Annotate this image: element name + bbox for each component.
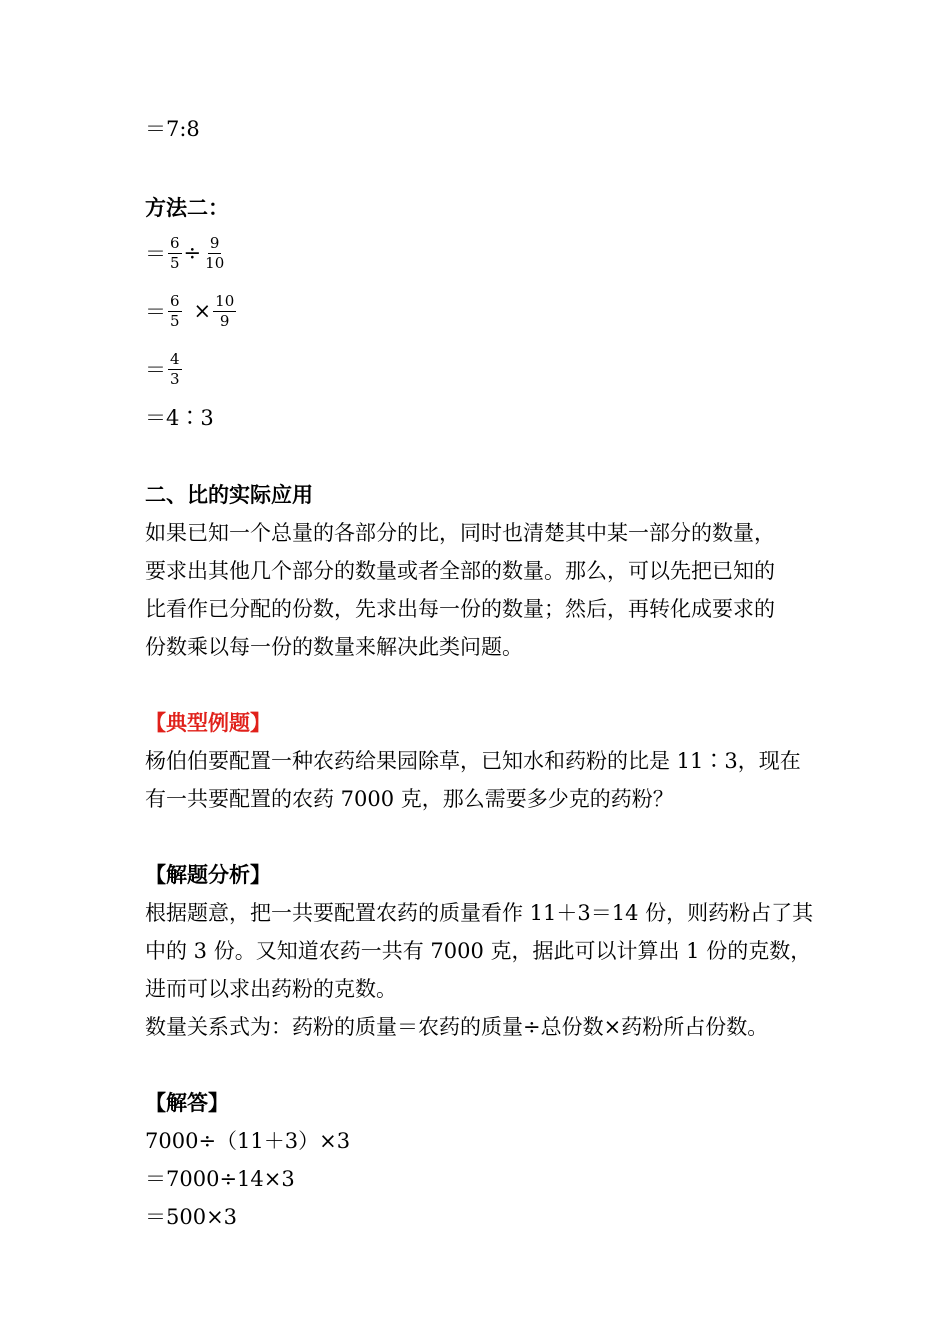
paragraph-line: 根据题意，把一共要配置农药的质量看作 11＋3＝14 份，则药粉占了其 — [145, 901, 814, 925]
section-title: 二、比的实际应用 — [145, 482, 313, 507]
numerator: 9 — [209, 233, 220, 252]
answer-line: 7000÷（11＋3）×3 — [145, 1129, 351, 1153]
paragraph-line: 比看作已分配的份数，先求出每一份的数量；然后，再转化成要求的 — [145, 597, 775, 621]
math-step-1 — [145, 228, 228, 278]
section-paragraph — [145, 514, 845, 666]
equals-sign: ＝ — [145, 358, 166, 382]
paragraph-line: 份数乘以每一份的数量来解决此类问题。 — [145, 635, 523, 659]
divide-sign: ÷ — [183, 241, 202, 265]
fraction-6-5 — [168, 292, 182, 331]
math-step-3 — [145, 344, 184, 394]
denominator: 3 — [170, 369, 180, 388]
answer-steps — [145, 1122, 845, 1236]
fraction-10-9 — [213, 292, 236, 331]
ratio-result: ＝7:8 — [145, 117, 200, 141]
paragraph-line: 杨伯伯要配置一种农药给果园除草，已知水和药粉的比是 11∶3，现在 — [145, 749, 801, 773]
denominator: 9 — [219, 311, 230, 330]
fraction-6-5 — [168, 234, 182, 273]
example-paragraph — [145, 742, 845, 818]
method-two-title: 方法二： — [145, 195, 229, 220]
paragraph-line: 有一共要配置的农药 7000 克，那么需要多少克的药粉？ — [145, 787, 674, 811]
denominator: 10 — [205, 253, 225, 272]
paragraph-line: 要求出其他几个部分的数量或者全部的数量。那么，可以先把已知的 — [145, 559, 775, 583]
fraction-4-3 — [168, 350, 182, 389]
paragraph-line: 数量关系式为：药粉的质量＝农药的质量÷总份数×药粉所占份数。 — [145, 1015, 769, 1039]
denominator: 5 — [170, 311, 180, 330]
example-title: 【典型例题】 — [145, 710, 271, 735]
denominator: 5 — [170, 253, 180, 272]
paragraph-line: 进而可以求出药粉的克数。 — [145, 977, 397, 1001]
fraction-9-10 — [203, 234, 226, 273]
equals-sign: ＝ — [145, 300, 166, 324]
final-ratio: ＝4∶3 — [145, 406, 214, 430]
numerator: 6 — [170, 233, 180, 252]
times-sign: × — [193, 299, 212, 323]
equals-sign: ＝ — [145, 242, 166, 266]
analysis-title: 【解题分析】 — [145, 862, 271, 887]
answer-line: ＝500×3 — [145, 1205, 238, 1229]
paragraph-line: 如果已知一个总量的各部分的比，同时也清楚其中某一部分的数量， — [145, 521, 775, 545]
numerator: 6 — [170, 291, 180, 310]
numerator: 4 — [170, 349, 180, 368]
numerator: 10 — [215, 291, 235, 310]
answer-line: ＝7000÷14×3 — [145, 1167, 295, 1191]
answer-title: 【解答】 — [145, 1090, 229, 1115]
paragraph-line: 中的 3 份。又知道农药一共有 7000 克，据此可以计算出 1 份的克数， — [145, 939, 812, 963]
math-step-2 — [145, 286, 238, 336]
analysis-paragraph — [145, 894, 845, 1046]
